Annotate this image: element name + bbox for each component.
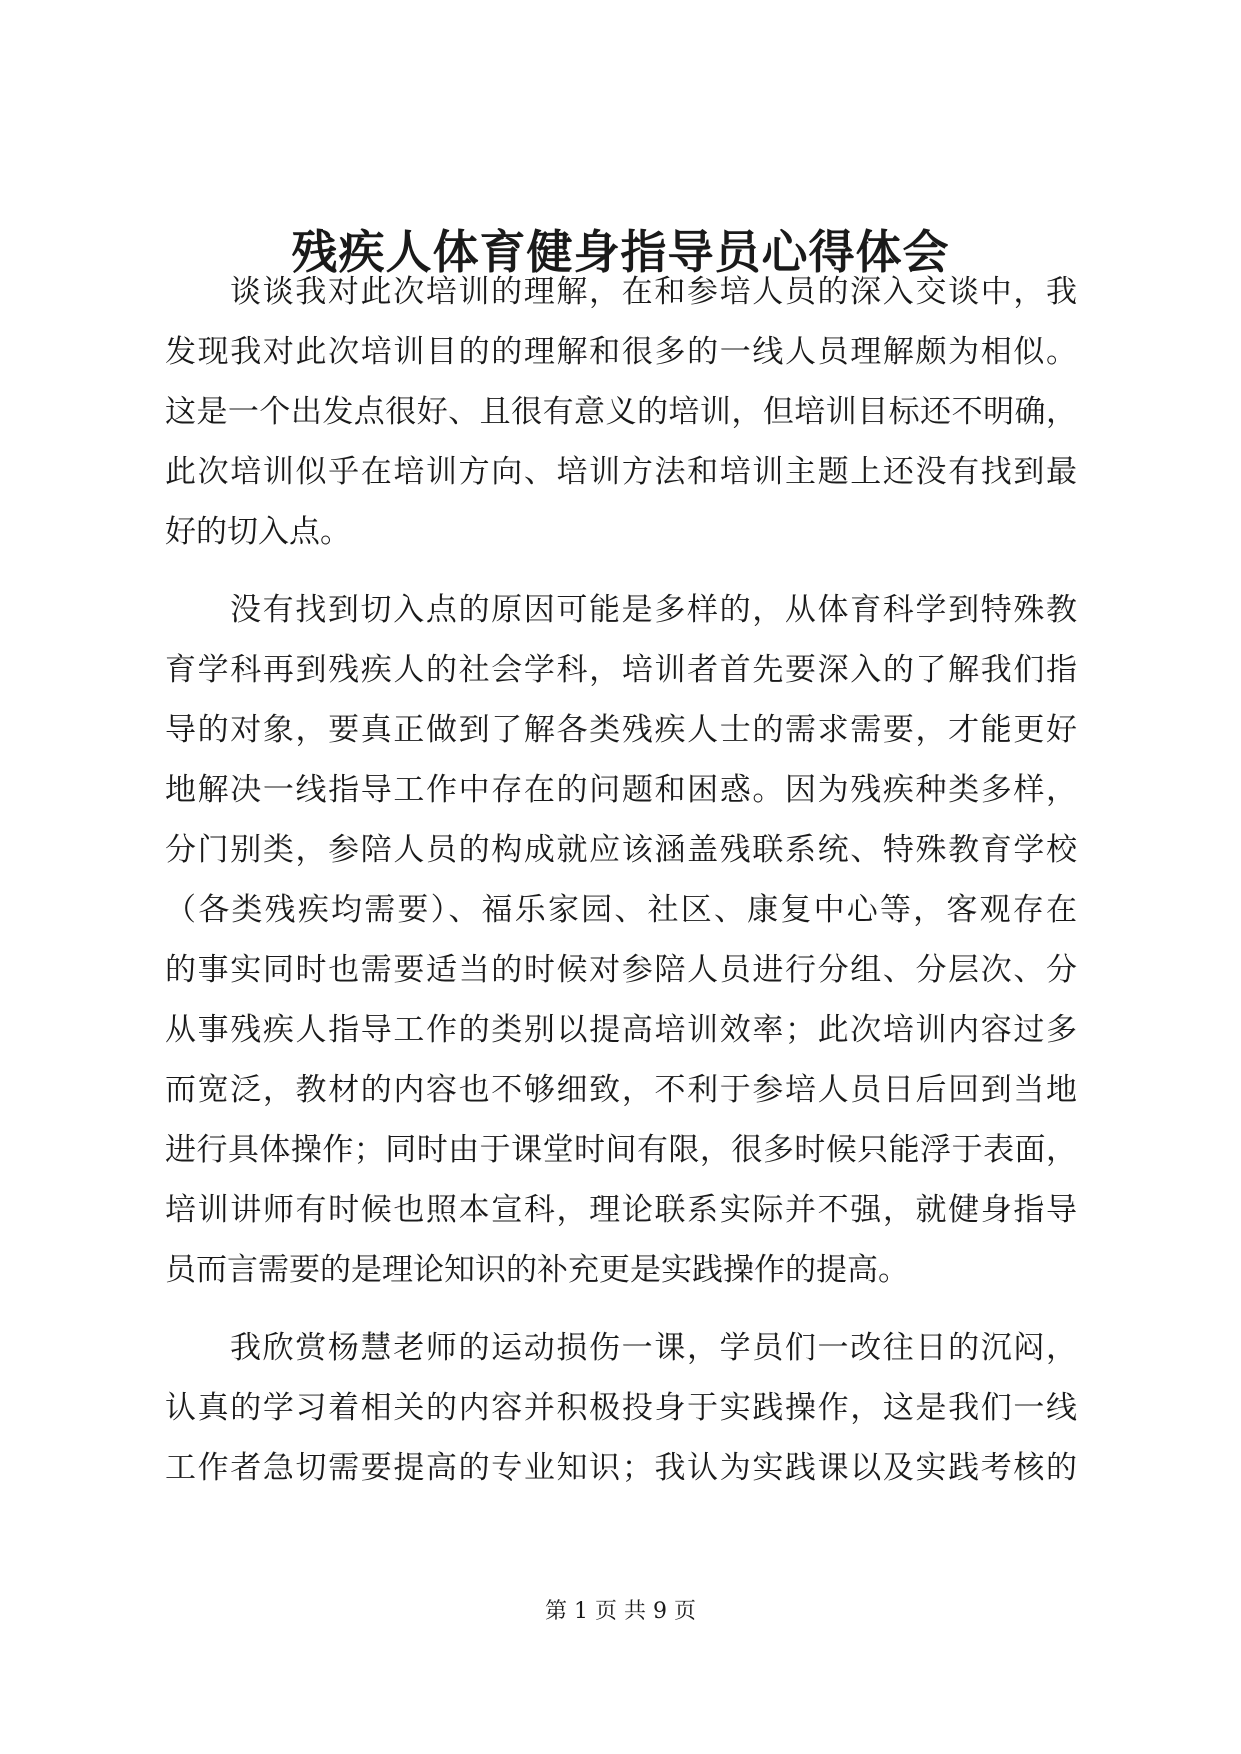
paragraph-line: 好的切入点。 [165, 514, 351, 550]
paragraph-line: 这是一个出发点很好、且很有意义的培训，但培训目标还不明确， [165, 394, 1077, 430]
paragraph-line: （各类残疾均需要）、福乐家园、社区、康复中心等，客观存在 [165, 892, 1077, 928]
paragraph-line: 进行具体操作；同时由于课堂时间有限，很多时候只能浮于表面， [165, 1132, 1077, 1168]
paragraph-line: 员而言需要的是理论知识的补充更是实践操作的提高。 [165, 1252, 909, 1288]
paragraph-line: 地解决一线指导工作中存在的问题和困惑。因为残疾种类多样， [165, 772, 1077, 808]
paragraph-line: 导的对象，要真正做到了解各类残疾人士的需求需要，才能更好 [165, 712, 1077, 748]
paragraph-line: 工作者急切需要提高的专业知识；我认为实践课以及实践考核的 [165, 1450, 1077, 1486]
paragraph-line: 而宽泛，教材的内容也不够细致，不利于参培人员日后回到当地 [165, 1072, 1077, 1108]
paragraph-line: 分门别类，参陪人员的构成就应该涵盖残联系统、特殊教育学校 [165, 832, 1077, 868]
page-number-footer: 第 1 页 共 9 页 [545, 1599, 696, 1624]
paragraph-line: 认真的学习着相关的内容并积极投身于实践操作，这是我们一线 [165, 1390, 1077, 1426]
paragraph-line: 谈谈我对此次培训的理解，在和参培人员的深入交谈中，我 [230, 274, 1077, 310]
paragraph-line: 的事实同时也需要适当的时候对参陪人员进行分组、分层次、分 [165, 952, 1077, 988]
paragraph-line: 培训讲师有时候也照本宣科，理论联系实际并不强，就健身指导 [165, 1192, 1077, 1228]
paragraph-line: 育学科再到残疾人的社会学科，培训者首先要深入的了解我们指 [165, 652, 1077, 688]
paragraph-line: 发现我对此次培训目的的理解和很多的一线人员理解颇为相似。 [165, 334, 1077, 370]
paragraph-line: 没有找到切入点的原因可能是多样的，从体育科学到特殊教 [230, 592, 1077, 628]
paragraph-line: 此次培训似乎在培训方向、培训方法和培训主题上还没有找到最 [165, 454, 1077, 490]
paragraph-line: 从事残疾人指导工作的类别以提高培训效率；此次培训内容过多 [165, 1012, 1077, 1048]
paragraph-line: 我欣赏杨慧老师的运动损伤一课，学员们一改往日的沉闷， [230, 1330, 1077, 1366]
document-title: 残疾人体育健身指导员心得体会 [291, 225, 950, 279]
